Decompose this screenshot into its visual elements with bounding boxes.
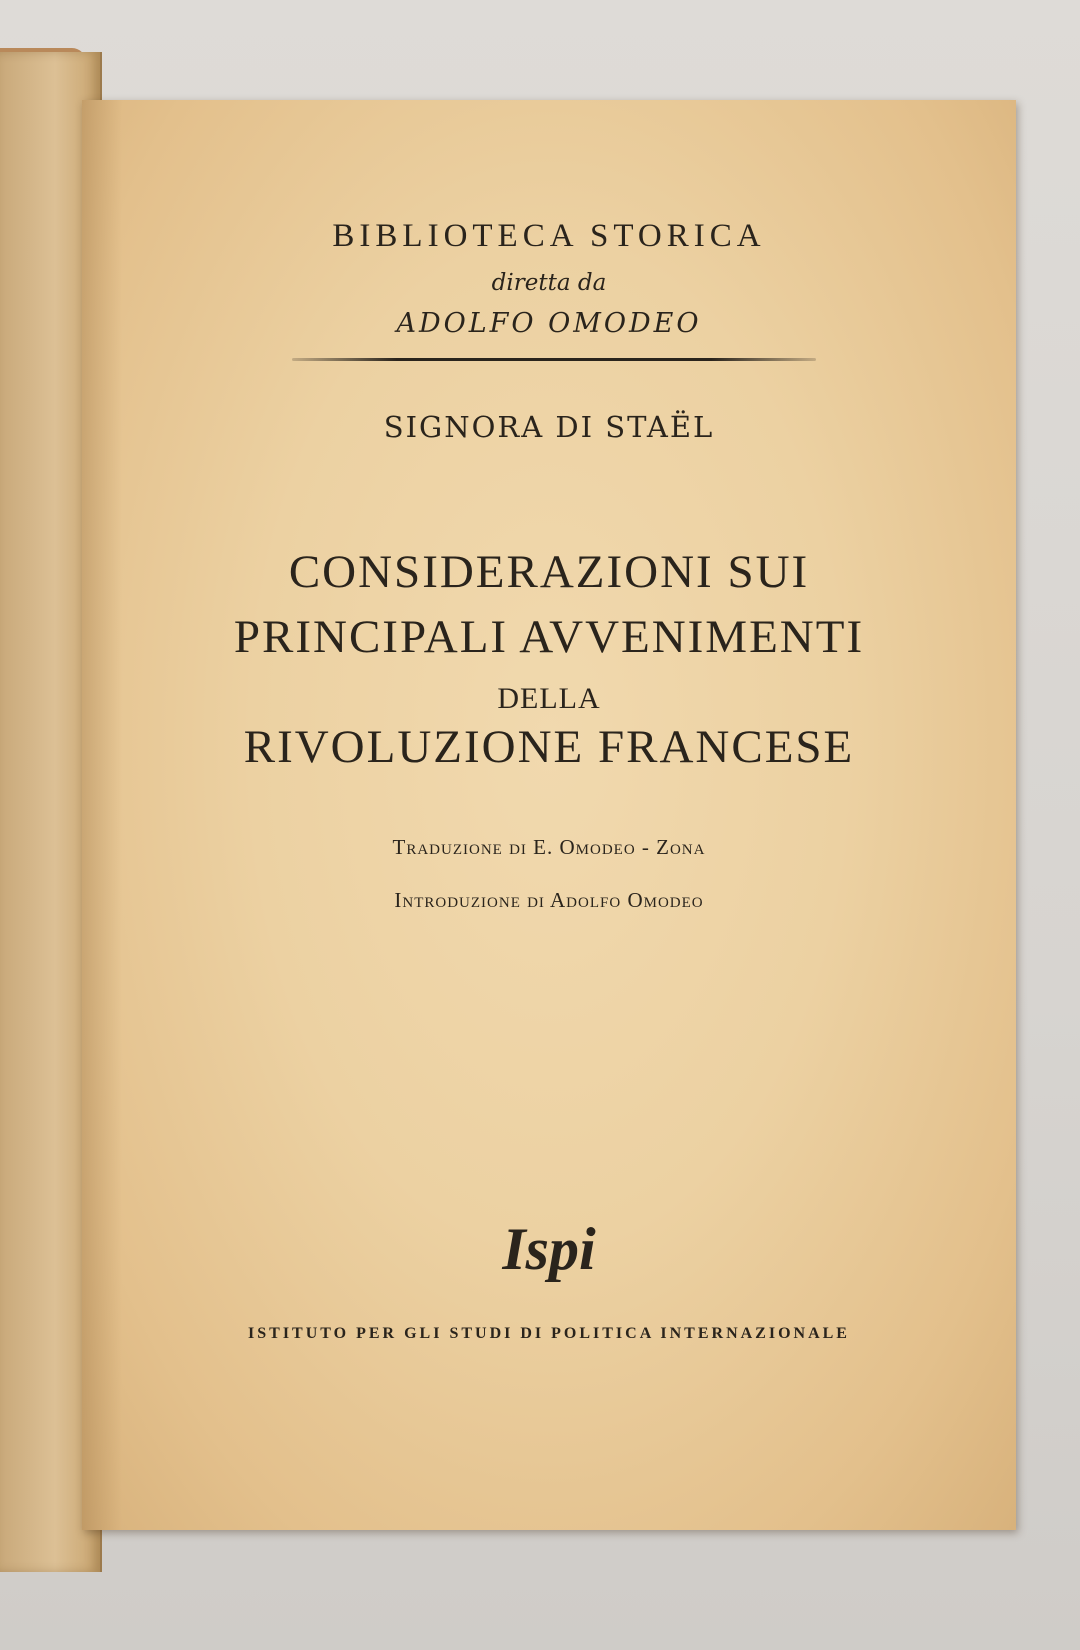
translation-credit: Traduzione di E. Omodeo - Zona bbox=[392, 835, 706, 859]
book-title-line-3: DELLA bbox=[497, 682, 601, 715]
series-director: ADOLFO OMODEO bbox=[396, 308, 702, 339]
publisher-logo: Ispi bbox=[502, 1216, 596, 1282]
publisher-name: ISTITUTO PER GLI STUDI DI POLITICA INTERNAZIONALE bbox=[248, 1325, 850, 1342]
introduction-credit: Introduzione di Adolfo Omodeo bbox=[394, 888, 704, 912]
divider-rule bbox=[292, 358, 816, 361]
book-title-line-2: PRINCIPALI AVVENIMENTI bbox=[233, 611, 865, 663]
book-title-line-1: CONSIDERAZIONI SUI bbox=[288, 546, 810, 598]
directed-by-label: diretta da bbox=[491, 270, 607, 296]
title-page bbox=[82, 100, 1016, 1530]
series-title: BIBLIOTECA STORICA bbox=[332, 218, 766, 254]
book-title-line-4: RIVOLUZIONE FRANCESE bbox=[243, 721, 855, 773]
author-name: SIGNORA DI STAËL bbox=[383, 410, 715, 444]
